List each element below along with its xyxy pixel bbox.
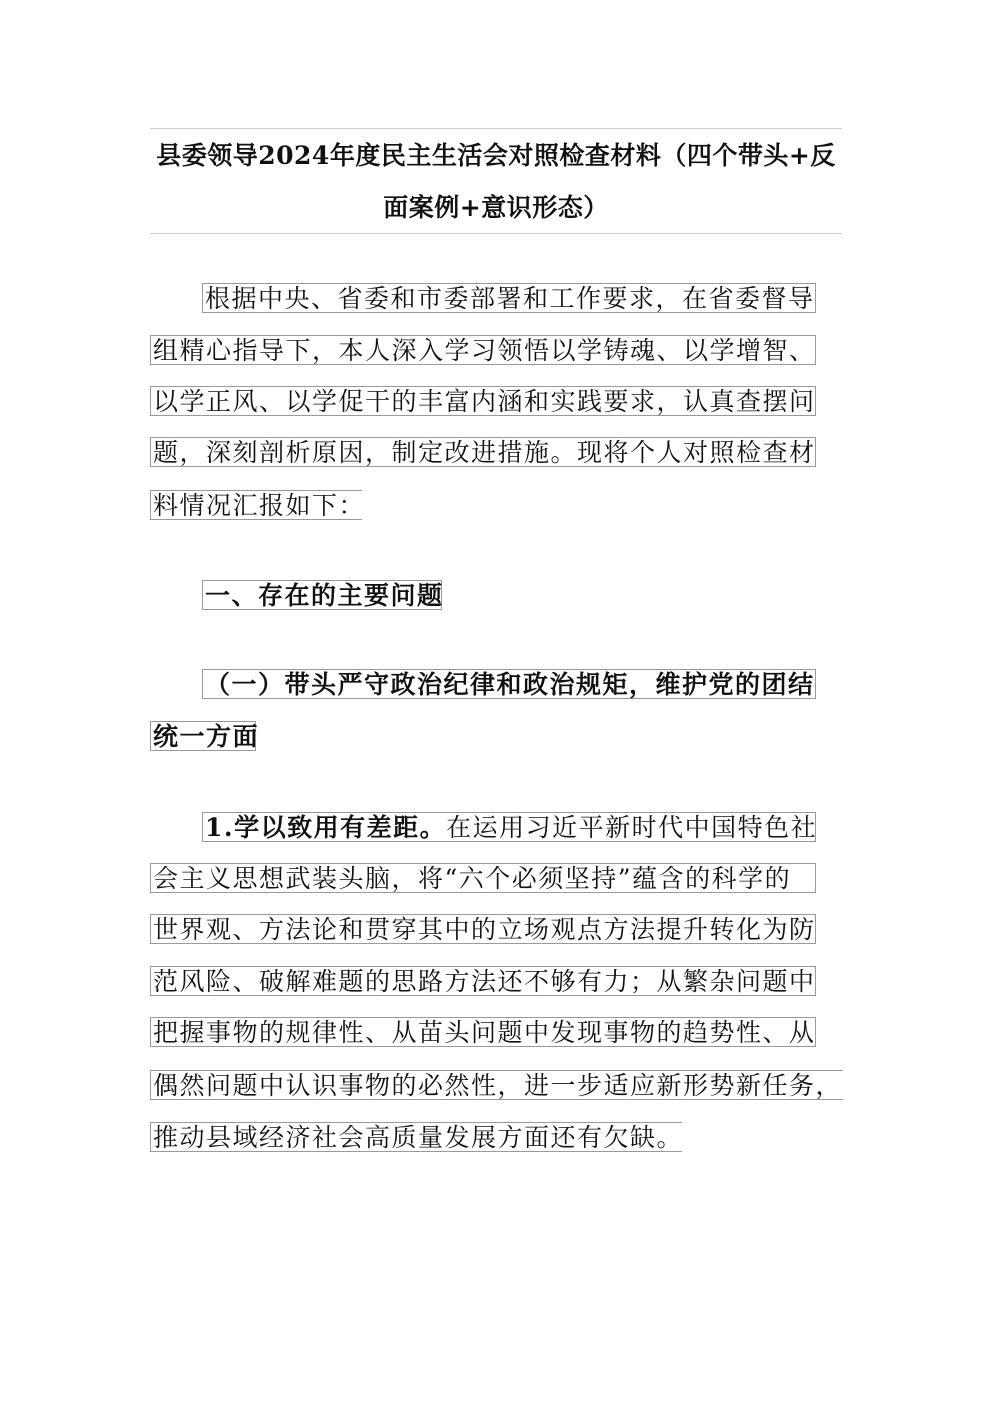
title-line-1: 县委领导2024年度民主生活会对照检查材料（四个带头+反	[156, 141, 836, 170]
intro-line-5: 料情况汇报如下：	[150, 490, 362, 520]
document-title	[150, 128, 842, 234]
title-line-2: 面案例+意识形态）	[383, 193, 609, 222]
subsection-heading-line-1: （一）带头严守政治纪律和政治规矩，维护党的团结	[202, 669, 816, 699]
section-heading: 一、存在的主要问题	[202, 580, 442, 610]
item-1-line-6: 偶然问题中认识事物的必然性，进一步适应新形势新任务，	[150, 1070, 843, 1100]
item-1-lead: 1.学以致用有差距。	[205, 813, 447, 842]
item-1-line-1-text: 在运用习近平新时代中国特色社	[446, 813, 818, 842]
intro-line-3: 以学正风、以学促干的丰富内涵和实践要求，认真查摆问	[150, 386, 816, 416]
intro-line-1: 根据中央、省委和市委部署和工作要求，在省委督导	[202, 283, 816, 313]
item-1-line-5: 把握事物的规律性、从苗头问题中发现事物的趋势性、从	[150, 1017, 816, 1047]
item-1-line-3: 世界观、方法论和贯穿其中的立场观点方法提升转化为防	[150, 914, 816, 944]
item-1-line-2: 会主义思想武装头脑，将“六个必须坚持”蕴含的科学的	[150, 863, 816, 893]
subsection-heading-line-2: 统一方面	[150, 721, 256, 751]
intro-line-2: 组精心指导下，本人深入学习领悟以学铸魂、以学增智、	[150, 335, 816, 365]
intro-line-4: 题，深刻剖析原因，制定改进措施。现将个人对照检查材	[150, 437, 816, 467]
item-1-line-1	[202, 812, 816, 842]
item-1-line-7: 推动县域经济社会高质量发展方面还有欠缺。	[150, 1122, 682, 1152]
item-1-line-4: 范风险、破解难题的思路方法还不够有力；从繁杂问题中	[150, 966, 816, 996]
